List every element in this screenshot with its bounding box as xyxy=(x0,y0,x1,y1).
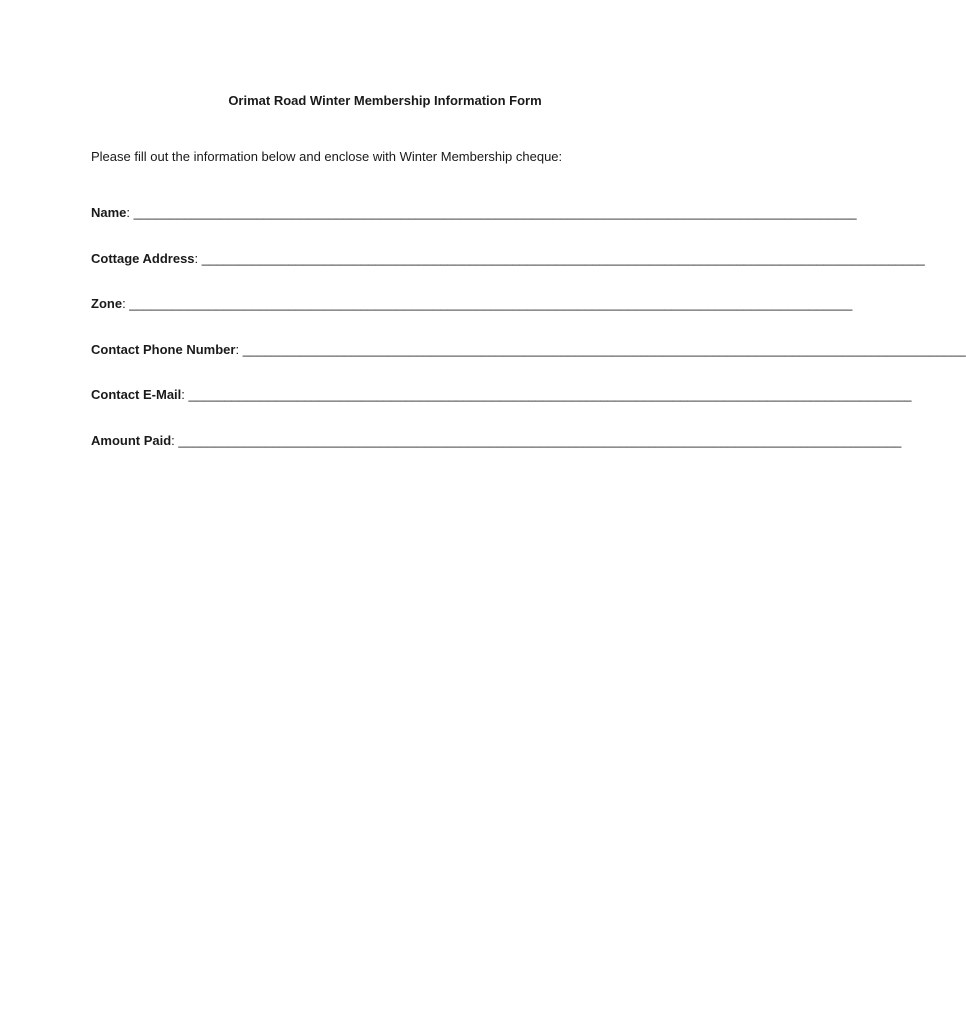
amount-paid-blank-line[interactable]: ____________________________________________________________________________________________________ xyxy=(174,433,902,448)
zone-field[interactable] xyxy=(91,295,853,313)
contact-email-separator: : xyxy=(181,387,185,402)
contact-phone-field[interactable] xyxy=(91,341,966,359)
cottage-address-field[interactable] xyxy=(91,250,925,268)
contact-email-field[interactable] xyxy=(91,386,912,404)
zone-blank-line[interactable]: ____________________________________________________________________________________________________ xyxy=(125,296,853,311)
instructions-text: Please fill out the information below and enclose with Winter Membership cheque: xyxy=(91,149,563,164)
amount-paid-field[interactable] xyxy=(91,432,902,450)
amount-paid-separator: : xyxy=(171,433,175,448)
contact-phone-label: Contact Phone Number xyxy=(91,342,236,357)
name-label: Name xyxy=(91,205,127,220)
zone-separator: : xyxy=(122,296,126,311)
amount-paid-label: Amount Paid xyxy=(91,433,172,448)
contact-email-label: Contact E-Mail xyxy=(91,387,182,402)
form-title: Orimat Road Winter Membership Information Form xyxy=(228,93,542,108)
contact-phone-separator: : xyxy=(235,342,240,357)
cottage-address-label: Cottage Address xyxy=(91,251,195,266)
cottage-address-separator: : xyxy=(194,251,199,266)
contact-email-blank-line[interactable]: ____________________________________________________________________________________________________ xyxy=(184,387,912,402)
name-separator: : xyxy=(126,205,131,220)
name-field[interactable] xyxy=(91,204,857,222)
zone-label: Zone xyxy=(91,296,123,311)
contact-phone-blank-line[interactable]: ____________________________________________________________________________________________________ xyxy=(239,342,966,357)
cottage-address-blank-line[interactable]: ____________________________________________________________________________________________________ xyxy=(198,251,925,266)
name-blank-line[interactable]: ____________________________________________________________________________________________________ xyxy=(130,205,857,220)
